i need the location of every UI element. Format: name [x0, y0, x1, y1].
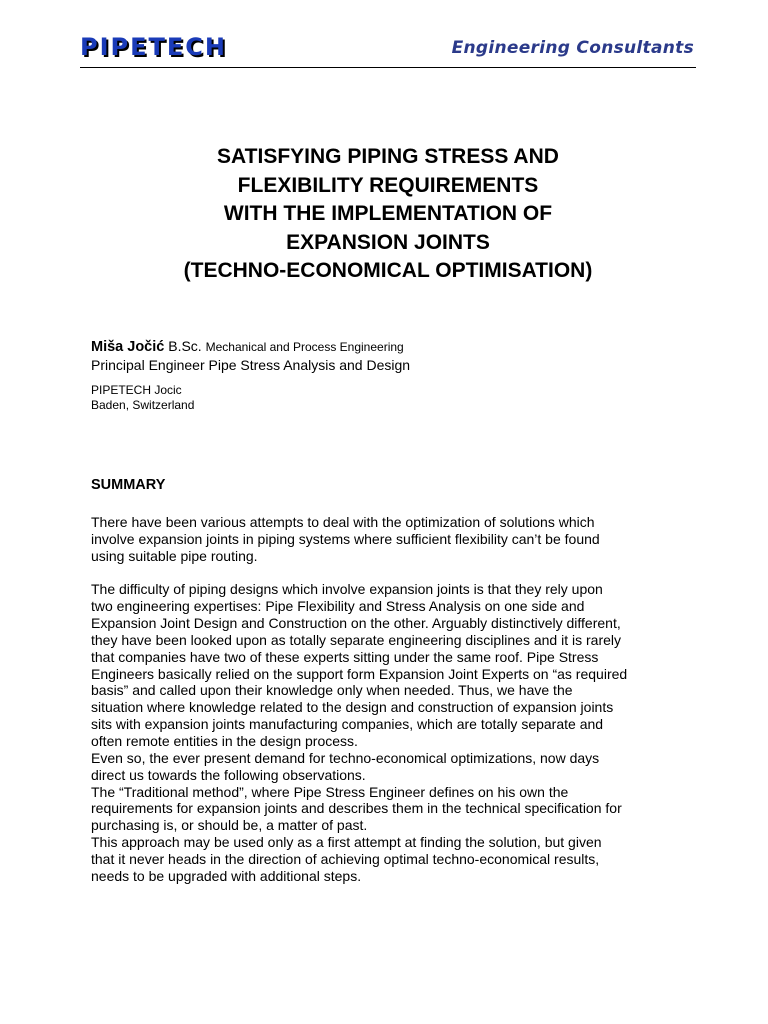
document-title	[80, 143, 696, 286]
text-line: requirements for expansion joints and describes them in the technical specification for	[91, 800, 622, 817]
company-logo: PIPETECH	[80, 33, 227, 61]
text-line: Even so, the ever present demand for techno-economical optimizations, now days	[91, 749, 600, 766]
title-line: FLEXIBILITY REQUIREMENTS	[237, 173, 539, 197]
text-line: There have been various attempts to deal with the optimization of solutions which	[91, 514, 595, 530]
author-name: Miša Jočić	[91, 339, 165, 355]
organization-location: Baden, Switzerland	[91, 398, 195, 412]
text-line: purchasing is, or should be, a matter of past.	[91, 817, 368, 834]
text-line: The difficulty of piping designs which involve expansion joints is that they rely upon	[91, 581, 603, 598]
author-role: Principal Engineer Pipe Stress Analysis and Design	[91, 357, 411, 373]
text-line: that companies have two of these experts sitting under the same roof. Pipe Stress	[91, 648, 599, 665]
text-line: they have been looked upon as totally separate engineering disciplines and it is rarely	[91, 631, 622, 648]
text-line: The “Traditional method”, where Pipe Stress Engineer defines on his own the	[91, 783, 569, 800]
text-line: Expansion Joint Design and Construction on the other. Arguably distinctively different,	[91, 615, 621, 632]
summary-paragraph	[91, 514, 691, 565]
text-line: This approach may be used only as a first attempt at finding the solution, but given	[91, 834, 602, 851]
summary-paragraph	[91, 581, 691, 884]
text-line: often remote entities in the design process.	[91, 732, 358, 749]
title-line: (TECHNO-ECONOMICAL OPTIMISATION)	[183, 259, 593, 282]
organization-name: PIPETECH Jocic	[91, 383, 182, 397]
text-line: sits with expansion joints manufacturing companies, which are totally separate and	[91, 716, 604, 733]
header-divider	[80, 67, 696, 68]
text-line: basis” and called upon their knowledge only when needed. Thus, we have the	[91, 682, 573, 699]
text-line: direct us towards the following observations.	[91, 766, 366, 783]
summary-body	[91, 514, 691, 885]
text-line: involve expansion joints in piping systems where sufficient flexibility can’t be found	[91, 530, 600, 547]
author-degree: B.Sc.	[168, 338, 202, 354]
text-line: using suitable pipe routing.	[91, 547, 258, 564]
author-credentials	[91, 337, 691, 356]
summary-heading: SUMMARY	[91, 477, 166, 493]
author-field: Mechanical and Process Engineering	[205, 340, 404, 354]
text-line: that it never heads in the direction of achieving optimal techno-economical results,	[91, 850, 600, 867]
page-header	[80, 33, 696, 67]
title-line: WITH THE IMPLEMENTATION OF	[223, 202, 553, 225]
text-line: needs to be upgraded with additional steps.	[91, 867, 362, 884]
paragraph-spacer	[91, 565, 691, 582]
text-line: Engineers basically relied on the support form Expansion Joint Experts on “as required	[91, 665, 628, 682]
author-affiliation	[91, 383, 691, 413]
company-tagline: Engineering Consultants	[451, 38, 694, 58]
text-line: two engineering expertises: Pipe Flexibility and Stress Analysis on one side and	[91, 598, 585, 615]
title-line: EXPANSION JOINTS	[286, 230, 490, 254]
author-block	[91, 337, 691, 413]
text-line: situation where knowledge related to the design and construction of expansion joints	[91, 699, 614, 716]
title-line: SATISFYING PIPING STRESS AND	[217, 145, 559, 168]
